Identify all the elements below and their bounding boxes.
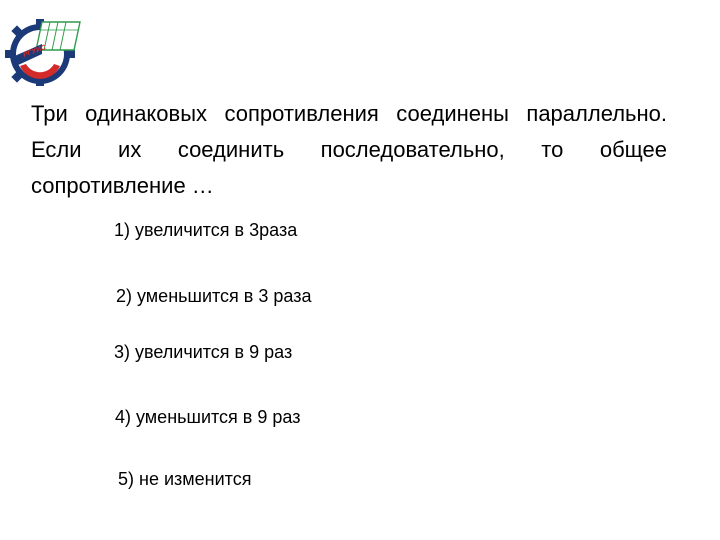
answer-option-3[interactable]: 3) увеличится в 9 раз	[114, 342, 293, 362]
question-text: Три одинаковых сопротивления соединены параллельно. Если их соединить последовательно, то общее сопротивление …	[31, 101, 667, 198]
logo-text: РГУИС	[22, 44, 48, 59]
answer-option-1[interactable]: 1) увеличится в 3раза	[114, 220, 298, 240]
gear-book-logo-icon	[2, 14, 82, 86]
university-logo	[2, 14, 82, 86]
answer-option-2[interactable]: 2) уменьшится в 3 раза	[116, 286, 312, 306]
answer-option-5[interactable]: 5) не изменится	[118, 469, 252, 489]
answer-option-4[interactable]: 4) уменьшится в 9 раз	[115, 407, 301, 427]
